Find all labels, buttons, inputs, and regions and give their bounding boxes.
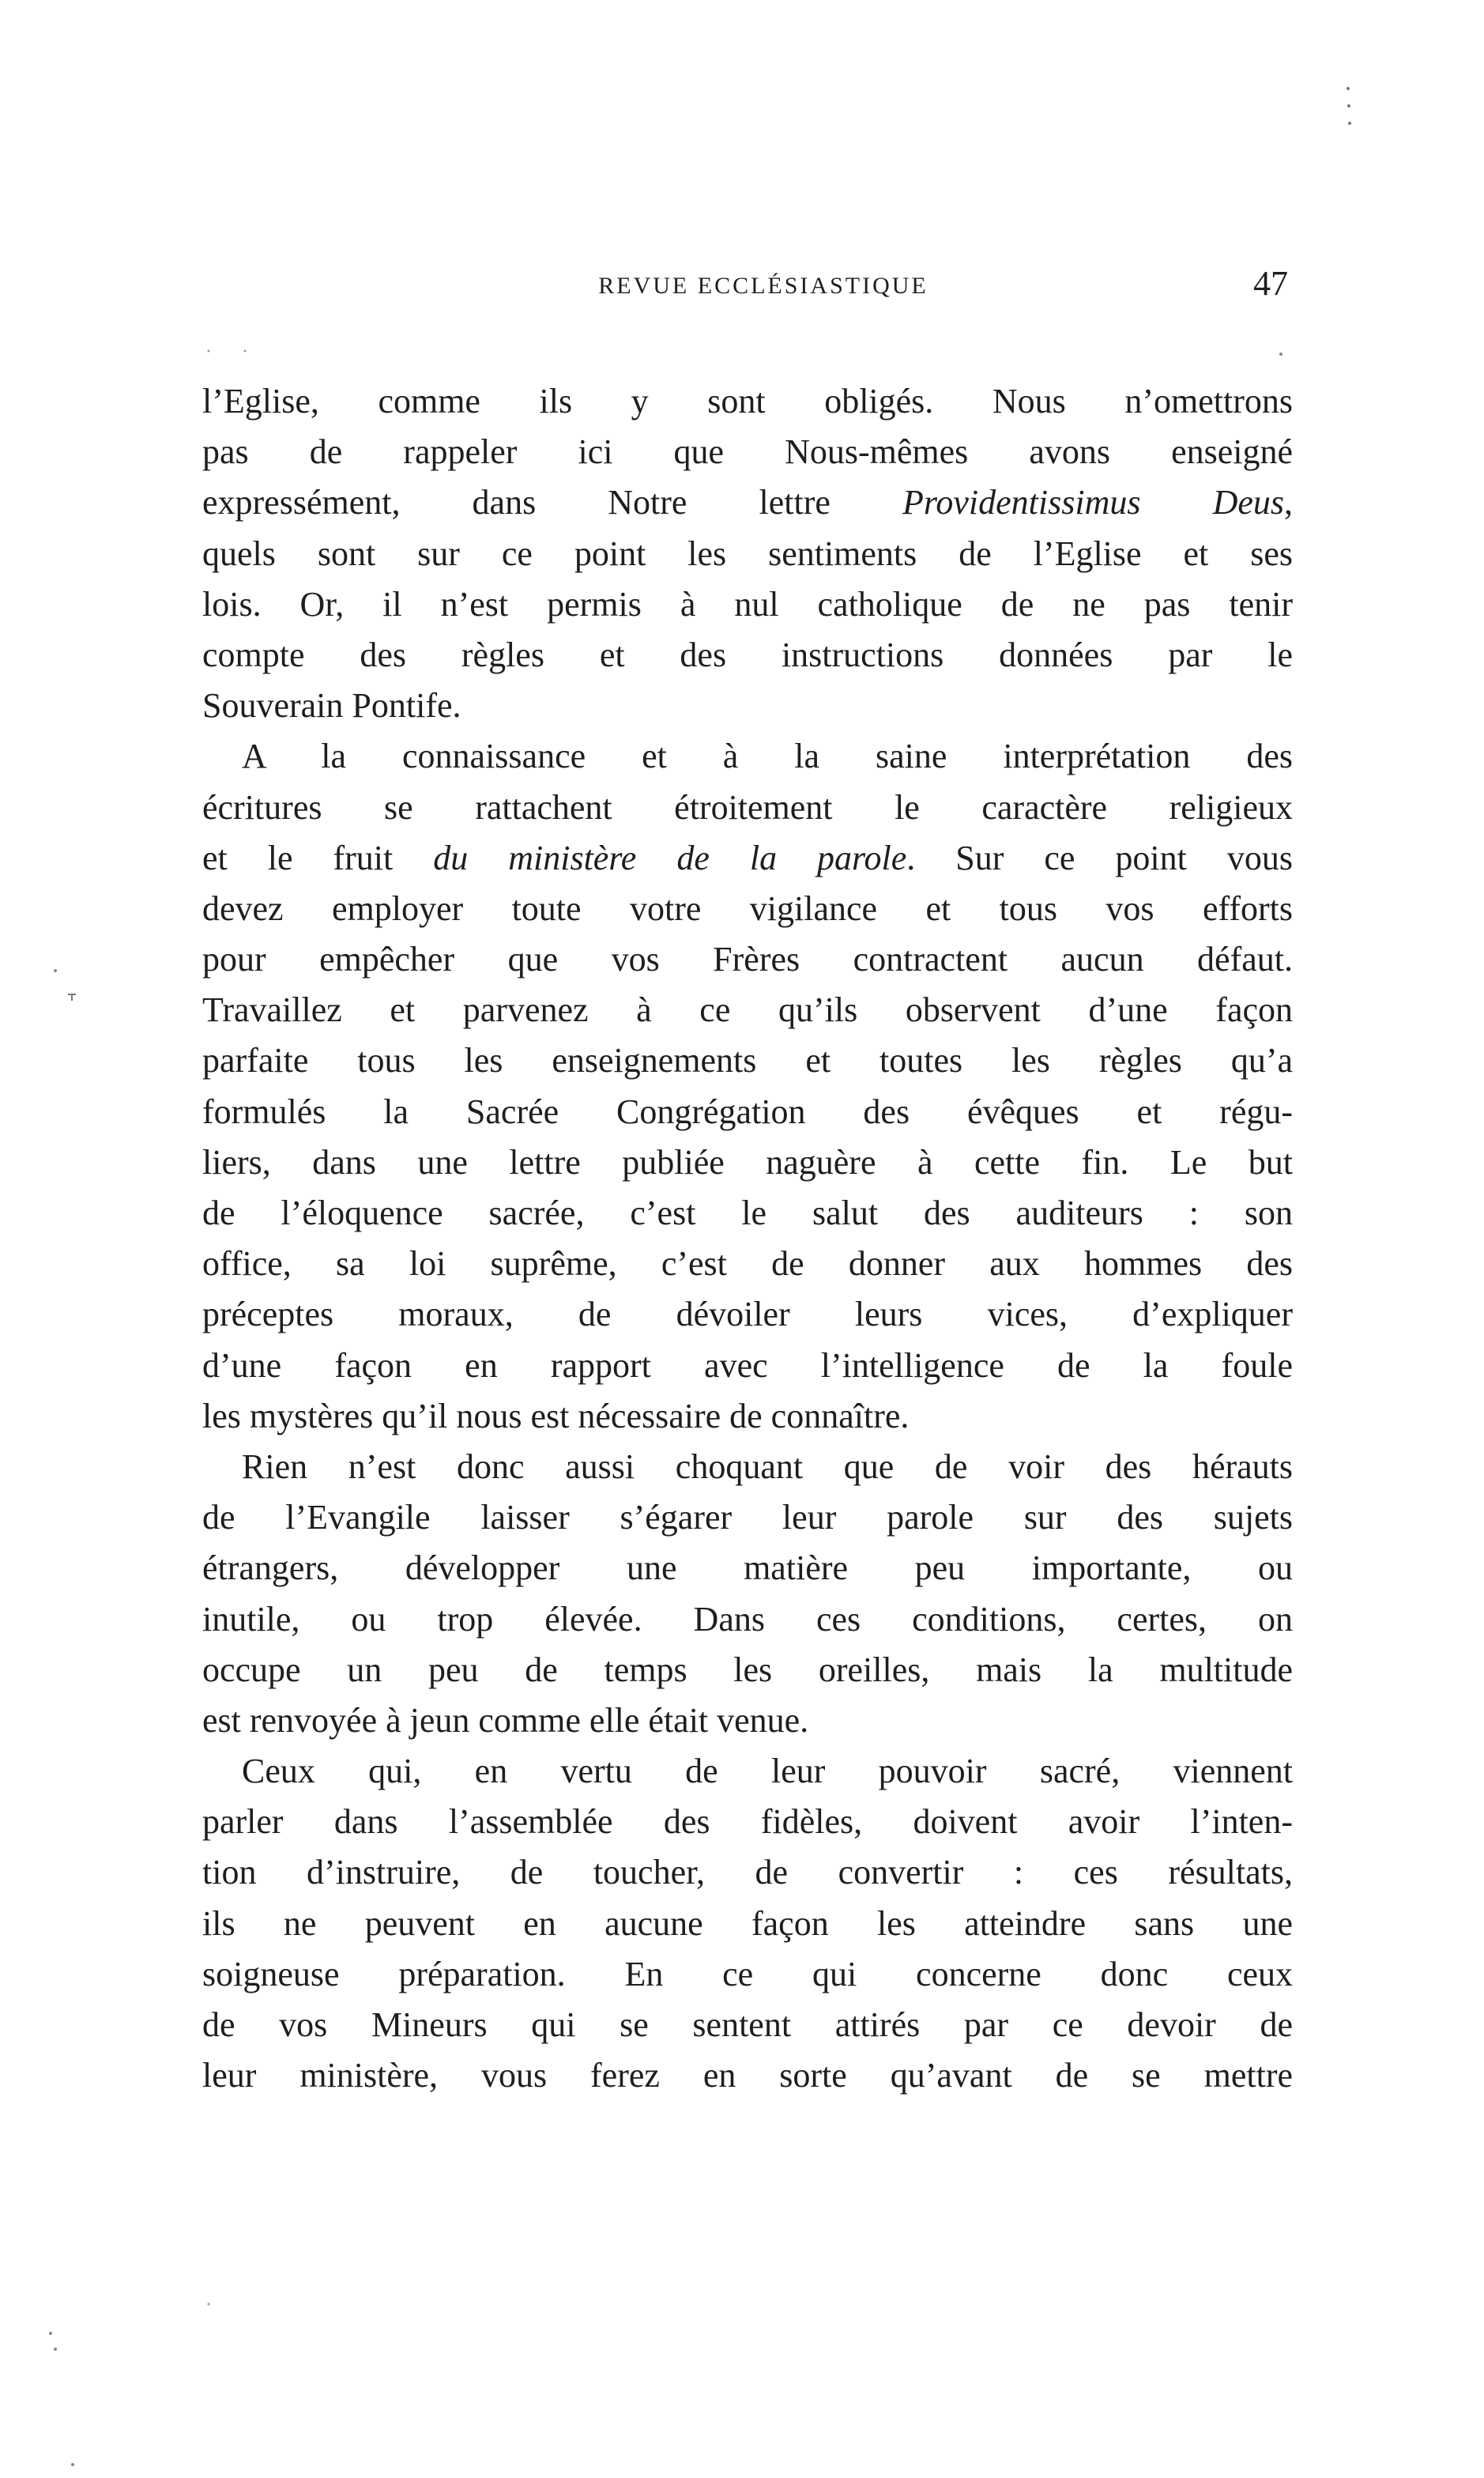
scan-speck (68, 994, 76, 1001)
text-line (202, 1341, 1293, 1391)
text-segment: lois. Or, il n’est permis à nul catholique de ne pas tenir (202, 584, 1293, 624)
text-line (202, 2050, 1293, 2101)
text-line (202, 1188, 1293, 1239)
scan-speck (54, 2348, 57, 2351)
text-line (202, 1087, 1293, 1137)
text-line (202, 630, 1293, 681)
text-segment: parfaite tous les enseignements et toutes les règles qu’a (202, 1041, 1293, 1081)
text-segment: soigneuse préparation. En ce qui concerne donc ceux (202, 1954, 1293, 1993)
running-head (202, 263, 1293, 311)
text-segment: pas de rappeler ici que Nous-mêmes avons enseigné (202, 432, 1293, 472)
text-segment: d’une façon en rapport avec l’intelligence de la foule (202, 1345, 1293, 1385)
text-segment: quels sont sur ce point les sentiments de l’Eglise et ses (202, 534, 1293, 573)
italic-text: Providentissimus Deus (902, 483, 1284, 522)
text-line (202, 579, 1293, 630)
text-line (202, 529, 1293, 579)
italic-text: du ministère de la parole (433, 838, 907, 877)
text-line (202, 1289, 1293, 1340)
text-segment: étrangers, développer une matière peu importante, ou (202, 1548, 1293, 1588)
text-segment: les mystères qu’il nous est nécessaire de connaître. (202, 1396, 910, 1435)
text-segment: . Sur ce point vous (906, 838, 1293, 877)
text-segment: de l’Evangile laisser s’égarer leur parole sur des sujets (202, 1498, 1293, 1537)
text-segment: Travaillez et parvenez à ce qu’ils observent d’une façon (202, 990, 1293, 1030)
scan-speck (54, 969, 57, 972)
text-segment: de l’éloquence sacrée, c’est le salut des auditeurs : son (202, 1194, 1293, 1232)
text-line (202, 731, 1293, 782)
text-segment: office, sa loi suprême, c’est de donner aux hommes des (202, 1244, 1293, 1284)
text-segment: leur ministère, vous ferez en sorte qu’avant de se mettre (202, 2056, 1293, 2095)
text-line (202, 1645, 1293, 1695)
text-line (202, 376, 1293, 427)
text-line (202, 884, 1293, 934)
text-segment: de vos Mineurs qui se sentent attirés par ce devoir de (202, 2005, 1293, 2044)
scan-speck (244, 350, 247, 353)
text-segment: expressément, dans Notre lettre (202, 483, 903, 522)
text-line (202, 1746, 1293, 1797)
text-segment: est renvoyée à jeun comme elle était venue. (202, 1700, 809, 1740)
text-segment: l’Eglise, comme ils y sont obligés. Nous n’omettrons (202, 382, 1293, 421)
text-line (202, 1695, 1293, 1746)
text-line (202, 1899, 1293, 1949)
text-segment: parler dans l’assemblée des fidèles, doivent avoir l’inten- (202, 1802, 1293, 1842)
text-line (202, 1442, 1293, 1492)
text-line (202, 934, 1293, 985)
text-segment: occupe un peu de temps les oreilles, mais la multitude (202, 1650, 1293, 1689)
scan-speck (71, 2463, 74, 2466)
text-line (202, 1391, 1293, 1442)
text-line (202, 985, 1293, 1035)
text-line (202, 427, 1293, 477)
text-line (202, 681, 1293, 731)
text-segment: formulés la Sacrée Congrégation des évêques et régu- (202, 1092, 1293, 1131)
page-number: 47 (1253, 264, 1288, 303)
text-segment: tion d’instruire, de toucher, de convertir : ces résultats, (202, 1853, 1293, 1892)
text-segment: Souverain Pontife. (202, 686, 461, 726)
text-segment: , (1284, 483, 1293, 522)
text-line (202, 1543, 1293, 1594)
text-line (202, 1492, 1293, 1543)
text-line (202, 783, 1293, 833)
text-line (202, 1239, 1293, 1289)
text-segment: écritures se rattachent étroitement le caractère religieux (202, 787, 1293, 827)
scan-speck (1348, 122, 1351, 125)
text-segment: pour empêcher que vos Frères contractent aucun défaut. (202, 940, 1293, 979)
text-line (202, 2000, 1293, 2050)
text-segment: liers, dans une lettre publiée naguère à cette fin. Le but (202, 1142, 1293, 1182)
running-title: REVUE ECCLÉSIASTIQUE (598, 273, 928, 299)
text-line (202, 833, 1293, 884)
scan-speck (49, 2332, 52, 2335)
text-line (202, 1137, 1293, 1188)
text-segment: préceptes moraux, de dévoiler leurs vices, d’expliquer (202, 1295, 1293, 1334)
text-line (202, 1949, 1293, 2000)
text-segment: devez employer toute votre vigilance et tous vos efforts (202, 888, 1293, 928)
text-line (202, 1797, 1293, 1847)
scan-speck (1347, 104, 1350, 107)
scan-speck (1347, 87, 1350, 90)
scan-speck (1279, 353, 1282, 356)
text-segment: compte des règles et des instructions données par le (202, 635, 1293, 674)
text-segment: A la connaissance et à la saine interprétation des (242, 737, 1293, 776)
body-text (202, 376, 1293, 2101)
text-segment: inutile, ou trop élevée. Dans ces conditions, certes, on (202, 1599, 1293, 1639)
text-segment: Rien n’est donc aussi choquant que de voir des hérauts (242, 1446, 1293, 1486)
text-line (202, 1847, 1293, 1898)
scan-speck (208, 350, 210, 353)
scan-speck (208, 2303, 210, 2306)
text-segment: et le fruit (202, 838, 434, 877)
text-line (202, 477, 1293, 528)
text-line (202, 1594, 1293, 1645)
text-segment: ils ne peuvent en aucune façon les atteindre sans une (202, 1903, 1293, 1943)
text-segment: Ceux qui, en vertu de leur pouvoir sacré, viennent (242, 1752, 1293, 1791)
text-line (202, 1035, 1293, 1086)
